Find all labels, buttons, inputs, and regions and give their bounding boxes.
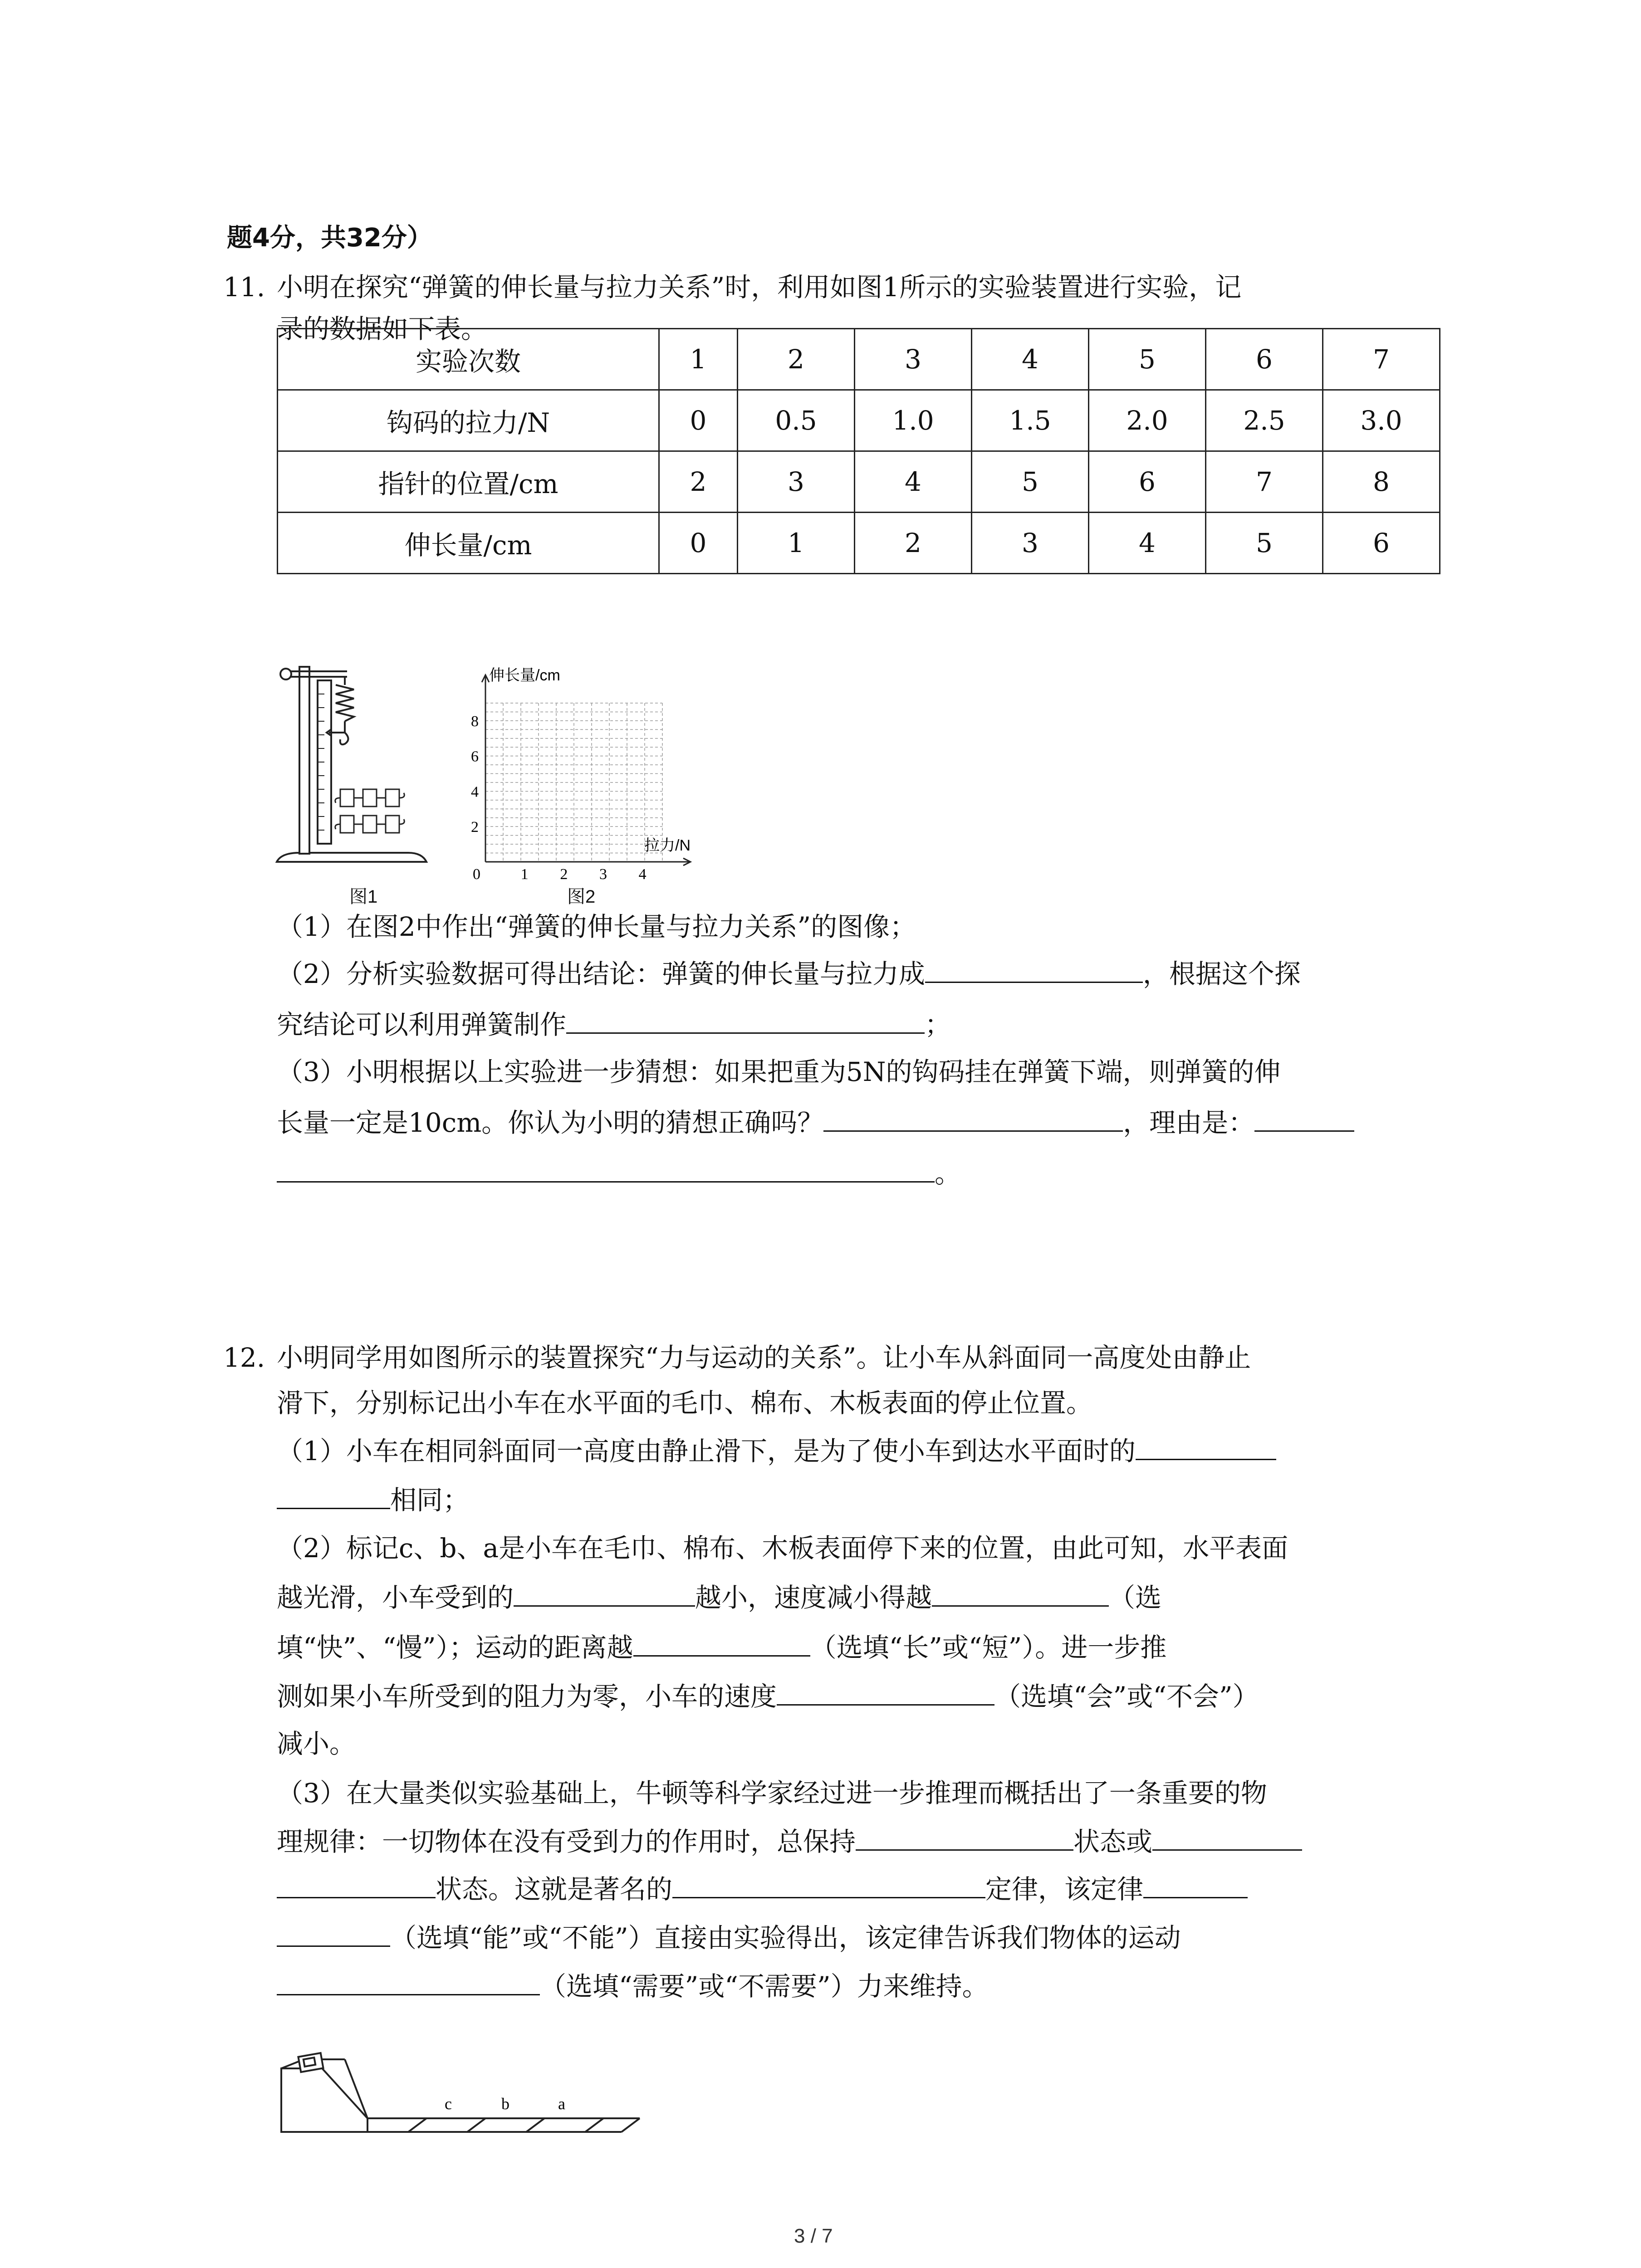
table-cell: 1	[738, 513, 855, 574]
answer-blank[interactable]	[777, 1679, 994, 1706]
fig2-xlabel: 拉力/N	[644, 837, 691, 854]
answer-blank[interactable]	[1152, 1824, 1302, 1851]
q12-part2-line4	[277, 1679, 1259, 1714]
q12-part3-text-c: 状态或	[1073, 1826, 1153, 1857]
row-label: 指针的位置/cm	[278, 451, 659, 513]
table-cell: 0	[659, 390, 738, 451]
table-cell: 2	[659, 451, 738, 513]
q12-stem-line1: 小明同学用如图所示的装置探究“力与运动的关系”。让小车从斜面同一高度处由静止	[277, 1342, 1251, 1373]
row-label: 伸长量/cm	[278, 513, 659, 574]
q12-part2-text-e: 填“快”、“慢”）；运动的距离越	[277, 1632, 633, 1663]
q11-part1: （1）在图2中作出“弹簧的伸长量与拉力关系”的图像；	[277, 911, 916, 942]
table-cell: 4	[972, 329, 1089, 390]
q12-part2-text-h: （选填“会”或“不会”）	[994, 1681, 1259, 1712]
q12-part3-line5	[277, 1969, 989, 2004]
answer-blank[interactable]	[277, 1969, 540, 1995]
table-cell: 4	[855, 451, 972, 513]
table-cell: 3	[855, 329, 972, 390]
q12-part2-text-c: 越小，速度减小得越	[695, 1582, 932, 1613]
q11-part2-text-d: ；	[925, 1009, 951, 1040]
table-cell: 7	[1206, 451, 1323, 513]
q12-part3-text-g: （选填“需要”或“不需要”）力来维持。	[540, 1971, 989, 2002]
q12-part2-line1: （2）标记c、b、a是小车在毛巾、棉布、木板表面停下来的位置，由此可知，水平表面	[277, 1533, 1288, 1564]
y-tick-label: 2	[471, 819, 479, 836]
row-label: 钩码的拉力/N	[278, 390, 659, 451]
table-row	[278, 390, 1440, 451]
table-cell: 4	[1089, 513, 1206, 574]
q12-part2-line2	[277, 1580, 1161, 1615]
table-cell: 2.0	[1089, 390, 1206, 451]
table-cell: 1	[659, 329, 738, 390]
table-cell: 7	[1323, 329, 1440, 390]
fig2-ylabel: 伸长量/cm	[489, 667, 560, 684]
q12-part2-line3	[277, 1630, 1166, 1665]
q11-part2-text-c: 究结论可以利用弹簧制作	[277, 1009, 567, 1040]
q11-part3-end: 。	[935, 1158, 961, 1189]
q11-part3-line1: （3）小明根据以上实验进一步猜想：如果把重为5N的钩码挂在弹簧下端，则弹簧的伸	[277, 1056, 1281, 1087]
q11-part3-text-c: ，理由是：	[1123, 1107, 1255, 1138]
table-cell: 6	[1089, 451, 1206, 513]
y-tick-label: 6	[471, 748, 479, 765]
answer-blank[interactable]	[514, 1580, 695, 1607]
table-cell: 8	[1323, 451, 1440, 513]
page-number: 3 / 7	[794, 2225, 833, 2247]
answer-blank[interactable]	[277, 1482, 390, 1509]
y-tick-label: 8	[471, 713, 479, 730]
q12-number: 12.	[223, 1342, 265, 1373]
answer-blank[interactable]	[925, 956, 1143, 983]
spring-apparatus-figure	[272, 653, 454, 880]
q12-part3-text-e: 定律，该定律	[985, 1874, 1144, 1905]
table-cell: 5	[972, 451, 1089, 513]
section-header: 题4分，共32分）	[227, 223, 432, 253]
answer-blank[interactable]	[932, 1580, 1109, 1607]
q12-part3-line3	[277, 1872, 1248, 1906]
table-cell: 0	[659, 513, 738, 574]
table-cell: 6	[1323, 513, 1440, 574]
q12-part3-text-d: 状态。这就是著名的	[436, 1874, 673, 1905]
table-cell: 3	[972, 513, 1089, 574]
row-label: 实验次数	[278, 329, 659, 390]
answer-blank[interactable]	[856, 1824, 1073, 1851]
q11-part3-line3	[277, 1156, 961, 1191]
q12-part2-text-g: 测如果小车所受到的阻力为零，小车的速度	[277, 1681, 777, 1712]
q12-part2-text-d: （选	[1109, 1582, 1162, 1613]
table-cell: 2	[855, 513, 972, 574]
x-tick-label: 1	[520, 866, 529, 883]
x-tick-label: 4	[638, 866, 647, 883]
table-cell: 3.0	[1323, 390, 1440, 451]
incline-track-figure	[277, 2041, 649, 2141]
table-cell: 1.5	[972, 390, 1089, 451]
q11-part2-line1	[277, 956, 1301, 991]
q12-part3-text-f: （选填“能”或“不能”）直接由实验得出，该定律告诉我们物体的运动	[390, 1922, 1181, 1953]
q11-part2-text-a: （2）分析实验数据可得出结论：弹簧的伸长量与拉力成	[277, 958, 925, 989]
q12-part3-line4	[277, 1920, 1181, 1955]
answer-blank[interactable]	[823, 1105, 1123, 1132]
mark-c-label: c	[445, 2095, 452, 2113]
q12-part3-text-b: 理规律：一切物体在没有受到力的作用时，总保持	[277, 1826, 856, 1857]
x-tick-label: 2	[560, 866, 568, 883]
q12-part2-text-b: 越光滑，小车受到的	[277, 1582, 514, 1613]
q12-part2-line5: 减小。	[277, 1728, 356, 1759]
mark-a-label: a	[558, 2095, 565, 2113]
answer-blank[interactable]	[1136, 1433, 1276, 1460]
q12-part2-text-f: （选填“长”或“短”）。进一步推	[810, 1632, 1167, 1663]
fig2-caption: 图2	[567, 887, 596, 907]
table-cell: 3	[738, 451, 855, 513]
table-row	[278, 451, 1440, 513]
answer-blank[interactable]	[277, 1872, 436, 1898]
table-cell: 0.5	[738, 390, 855, 451]
answer-blank[interactable]	[1254, 1105, 1354, 1132]
q12-part1-line2	[277, 1482, 469, 1517]
table-cell: 6	[1206, 329, 1323, 390]
q11-stem-line2: 录的数据如下表。	[277, 313, 488, 344]
q12-part3-line1: （3）在大量类似实验基础上，牛顿等科学家经过进一步推理而概括出了一条重要的物	[277, 1778, 1267, 1809]
q12-part3-line2	[277, 1824, 1302, 1859]
answer-blank[interactable]	[1143, 1872, 1248, 1898]
answer-blank[interactable]	[277, 1156, 935, 1183]
fig1-caption: 图1	[349, 887, 378, 907]
table-cell: 1.0	[855, 390, 972, 451]
answer-blank[interactable]	[277, 1920, 390, 1947]
answer-blank[interactable]	[633, 1630, 810, 1657]
y-tick-label: 4	[471, 783, 479, 801]
q11-stem-line1: 小明在探究“弹簧的伸长量与拉力关系”时，利用如图1所示的实验装置进行实验，记	[277, 272, 1242, 303]
q11-data-table	[277, 328, 1440, 574]
extension-force-grid-figure	[463, 662, 717, 889]
table-row	[278, 329, 1440, 390]
x-tick-label: 3	[599, 866, 607, 883]
q11-part3-text-b: 长量一定是10cm。你认为小明的猜想正确吗？	[277, 1107, 824, 1138]
q11-part2-line2	[277, 1007, 951, 1042]
answer-blank[interactable]	[672, 1872, 985, 1898]
q12-part1-line1	[277, 1433, 1276, 1468]
q11-part3-line2	[277, 1105, 1354, 1140]
table-cell: 2.5	[1206, 390, 1323, 451]
q11-number: 11.	[223, 272, 265, 303]
q12-stem-line2: 滑下，分别标记出小车在水平面的毛巾、棉布、木板表面的停止位置。	[277, 1388, 1093, 1418]
q12-part1-text-b: 相同；	[390, 1485, 470, 1515]
table-cell: 5	[1089, 329, 1206, 390]
q11-part2-text-b: ，根据这个探	[1142, 958, 1301, 989]
table-row	[278, 513, 1440, 574]
answer-blank[interactable]	[566, 1007, 925, 1034]
table-cell: 5	[1206, 513, 1323, 574]
table-cell: 2	[738, 329, 855, 390]
q12-part1-text-a: （1）小车在相同斜面同一高度由静止滑下，是为了使小车到达水平面时的	[277, 1436, 1136, 1466]
mark-b-label: b	[501, 2095, 509, 2113]
fig2-origin: 0	[473, 866, 480, 883]
